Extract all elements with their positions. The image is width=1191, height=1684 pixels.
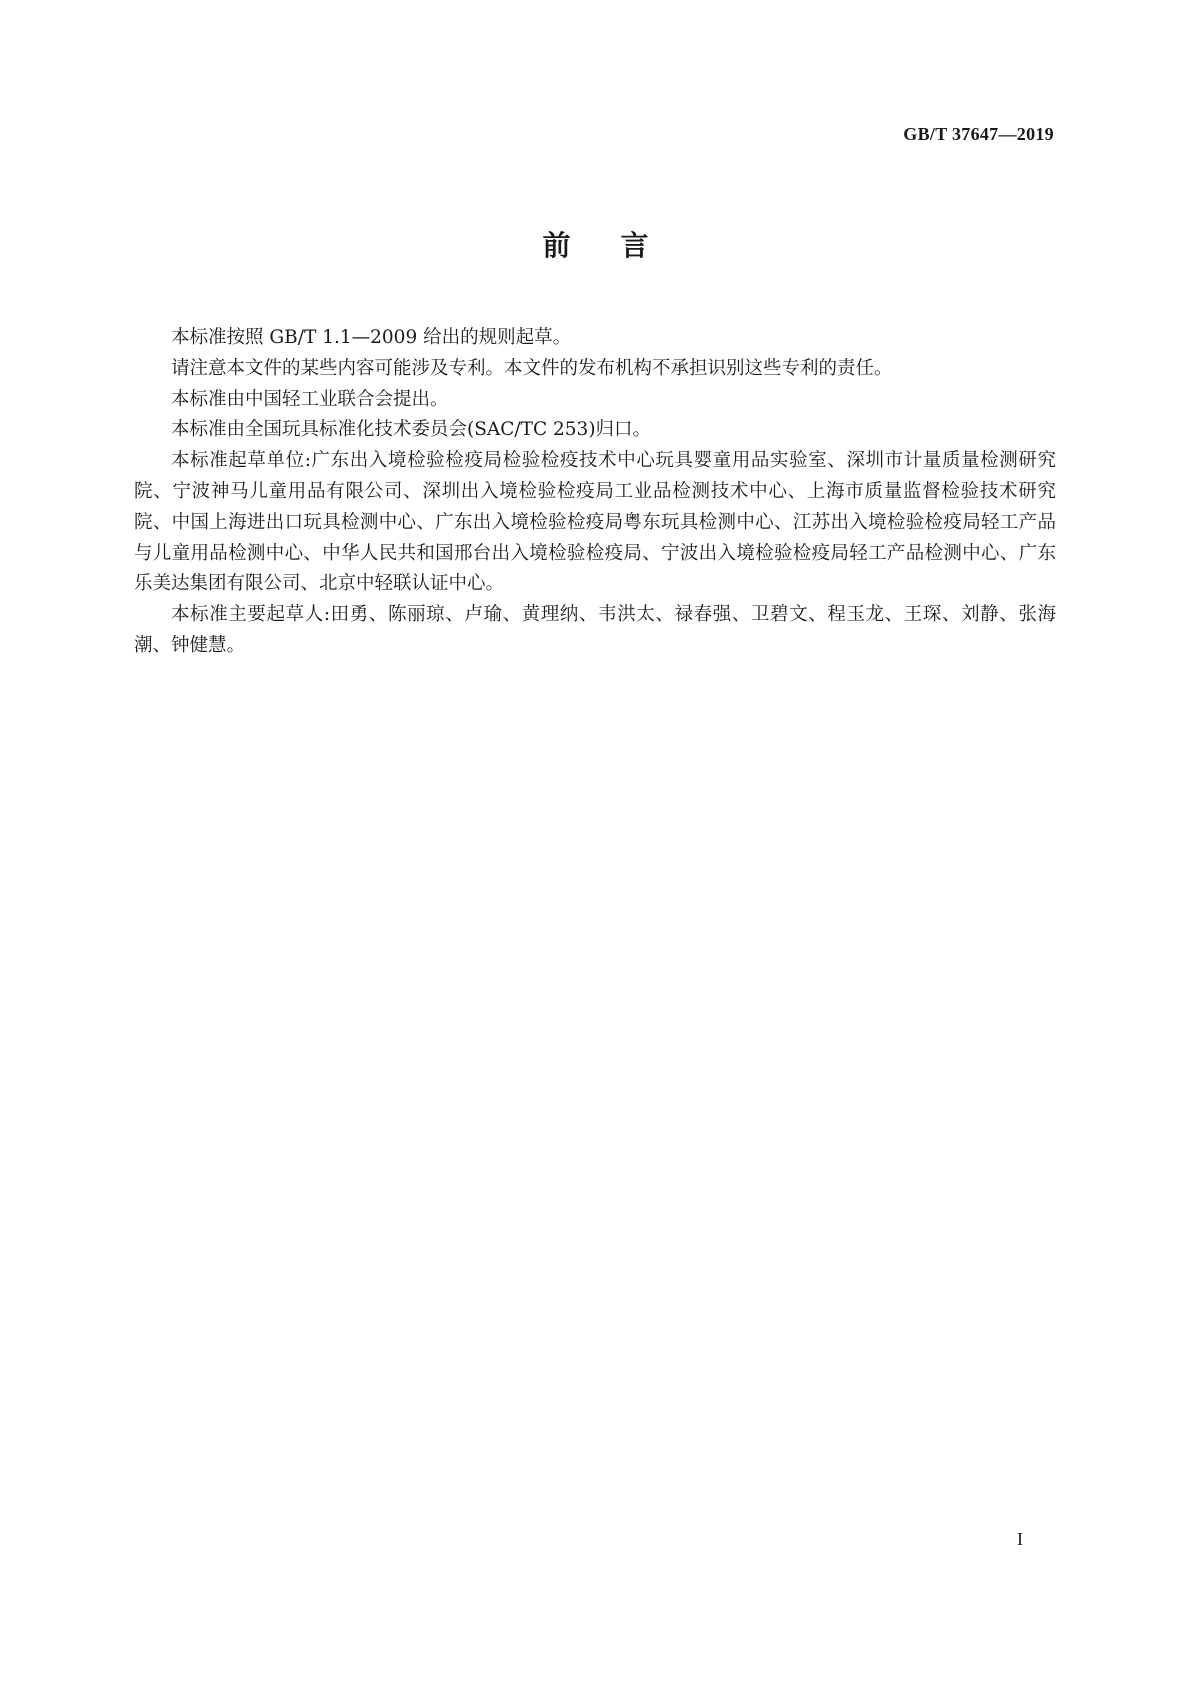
standard-code: GB/T 37647—2019 (903, 124, 1054, 144)
page-title: 前言 (542, 229, 699, 262)
paragraph-drafting-rules: 本标准按照 GB/T 1.1—2009 给出的规则起草。 (171, 327, 572, 348)
paragraph-drafters: 本标准主要起草人:田勇、陈丽琼、卢瑜、黄理纳、韦洪太、禄春强、卫碧文、程玉龙、王琛、刘静、张海潮、钟健慧。 (134, 604, 1056, 656)
paragraph-drafting-units: 本标准起草单位:广东出入境检验检疫局检验检疫技术中心玩具婴童用品实验室、深圳市计量质量检测研究院、宁波神马儿童用品有限公司、深圳出入境检验检疫局工业品检测技术中心、上海市质量监督检验技术研究院、中国上海进出口玩具检测中心、广东出入境检验检疫局粤东玩具检测中心、江苏出入境检验检疫局轻工产品与儿童用品检测中心、中华人民共和国邢台出入境检验检疫局、宁波出入境检验检疫局轻工产品检测中心、广东乐美达集团有限公司、北京中轻联认证中心。 (134, 450, 1056, 595)
paragraph-proposer: 本标准由中国轻工业联合会提出。 (171, 388, 449, 410)
page-number: I (1017, 1529, 1023, 1549)
paragraph-committee: 本标准由全国玩具标准化技术委员会(SAC/TC 253)归口。 (171, 419, 652, 441)
paragraph-patent-notice: 请注意本文件的某些内容可能涉及专利。本文件的发布机构不承担识别这些专利的责任。 (171, 357, 893, 379)
foreword-body (134, 323, 1056, 662)
